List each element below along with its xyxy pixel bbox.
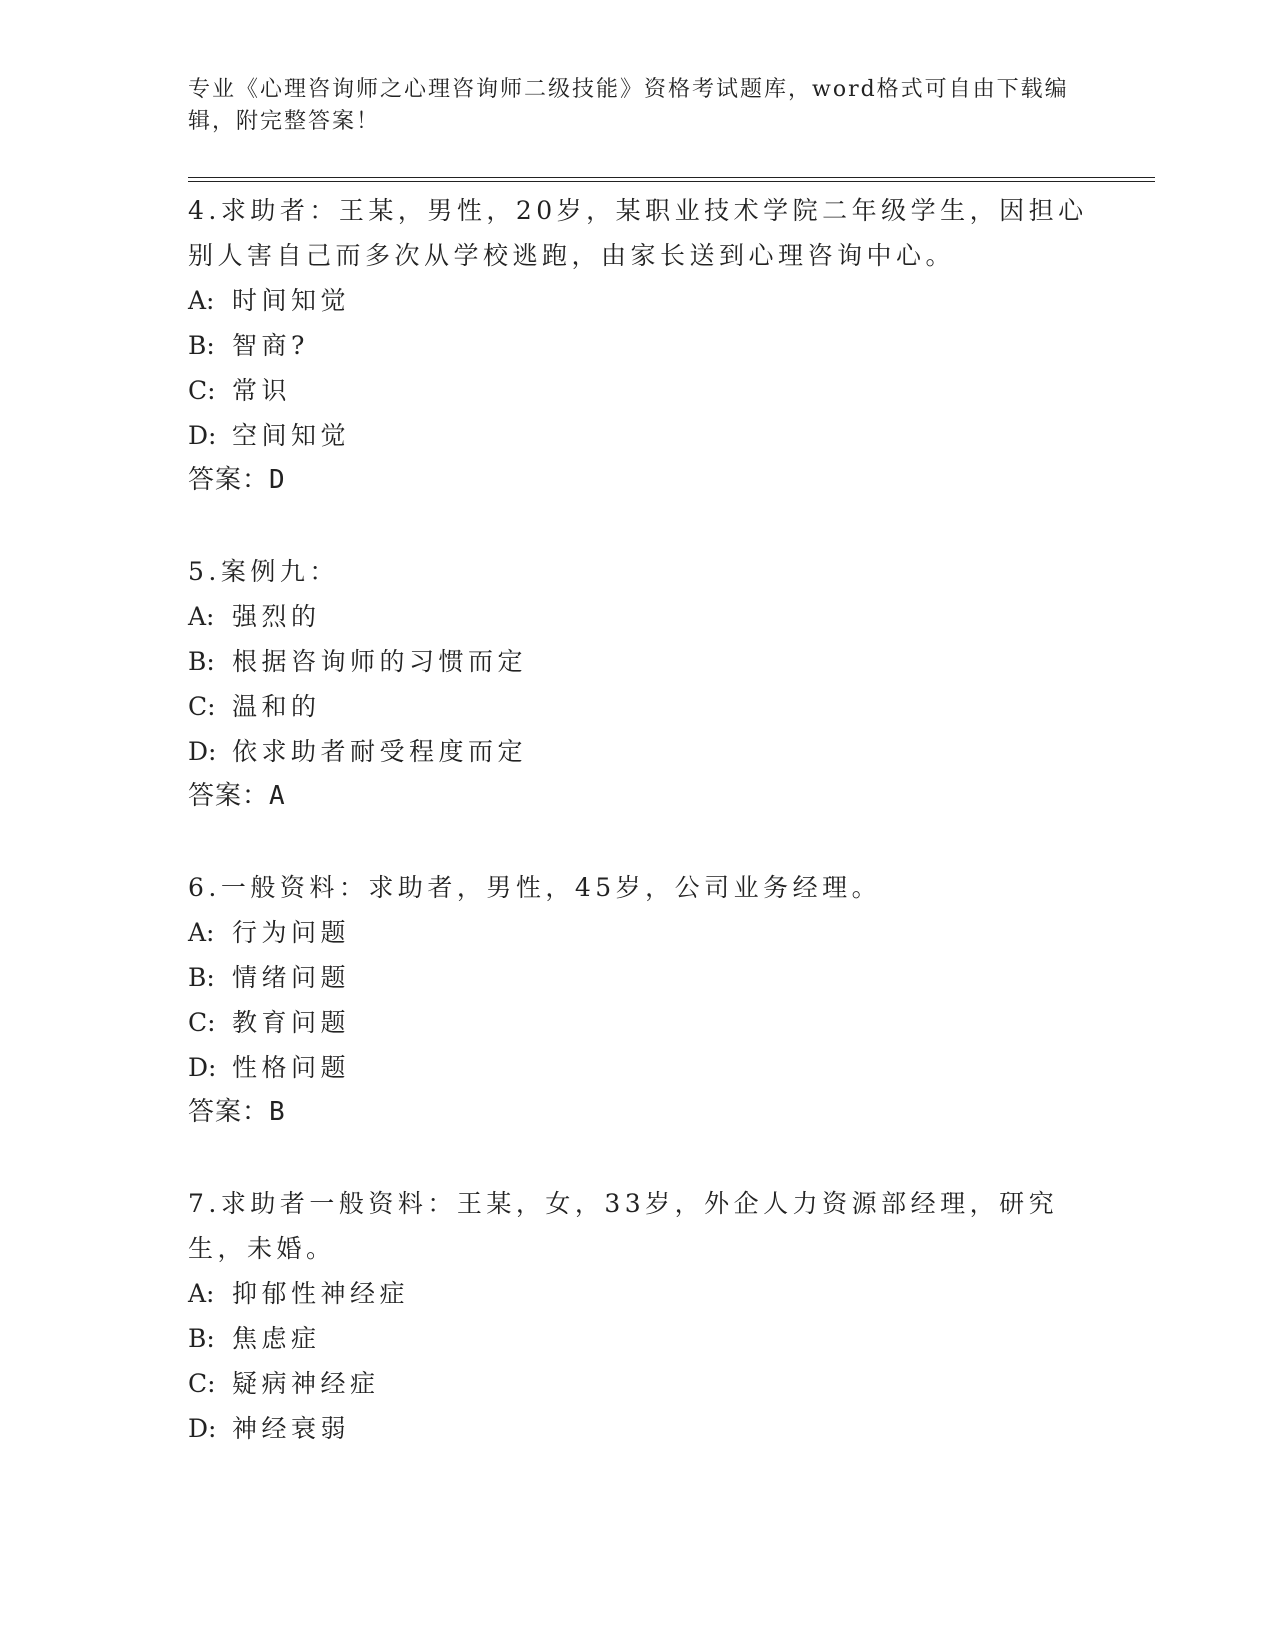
answer-line: 答案：D bbox=[188, 465, 286, 495]
option-text: 情绪问题 bbox=[232, 963, 351, 992]
option-key: C: bbox=[188, 692, 216, 721]
option-key: C: bbox=[188, 1008, 216, 1037]
option-text: 焦虑症 bbox=[232, 1324, 321, 1353]
option-text: 智商? bbox=[232, 331, 309, 360]
option-key: D: bbox=[188, 1053, 217, 1082]
question-4 bbox=[188, 188, 1088, 503]
option-c bbox=[188, 368, 1088, 413]
option-text: 神经衰弱 bbox=[232, 1414, 351, 1443]
option-key: A: bbox=[188, 1279, 215, 1308]
answer-line: 答案：B bbox=[188, 1097, 286, 1127]
option-key: A: bbox=[188, 918, 215, 947]
question-5 bbox=[188, 549, 1088, 819]
option-b bbox=[188, 955, 1088, 1000]
option-key: C: bbox=[188, 1369, 216, 1398]
option-text: 温和的 bbox=[232, 692, 321, 721]
option-text: 时间知觉 bbox=[232, 286, 351, 315]
document-header bbox=[188, 74, 1088, 138]
option-c bbox=[188, 1000, 1088, 1045]
option-text: 性格问题 bbox=[232, 1053, 351, 1082]
option-key: D: bbox=[188, 421, 217, 450]
answer-line: 答案：A bbox=[188, 781, 286, 811]
option-key: A: bbox=[188, 286, 215, 315]
option-key: B: bbox=[188, 1324, 215, 1353]
option-d bbox=[188, 729, 1088, 774]
option-key: B: bbox=[188, 963, 215, 992]
option-d bbox=[188, 1045, 1088, 1090]
option-a bbox=[188, 910, 1088, 955]
option-key: C: bbox=[188, 376, 216, 405]
option-text: 常识 bbox=[232, 376, 292, 405]
option-b bbox=[188, 1316, 1088, 1361]
option-c bbox=[188, 1361, 1088, 1406]
option-key: A: bbox=[188, 602, 215, 631]
question-stem: 4.求助者：王某，男性，20岁，某职业技术学院二年级学生，因担心别人害自己而多次从学校逃跑，由家长送到心理咨询中心。 bbox=[188, 196, 1088, 270]
question-stem: 7.求助者一般资料：王某，女，33岁，外企人力资源部经理，研究生，未婚。 bbox=[188, 1189, 1059, 1263]
option-key: B: bbox=[188, 647, 215, 676]
option-text: 疑病神经症 bbox=[232, 1369, 380, 1398]
question-7 bbox=[188, 1181, 1088, 1451]
option-text: 根据咨询师的习惯而定 bbox=[232, 647, 528, 676]
question-stem: 5.案例九： bbox=[188, 557, 339, 586]
option-key: B: bbox=[188, 331, 215, 360]
option-d bbox=[188, 1406, 1088, 1451]
option-text: 抑郁性神经症 bbox=[232, 1279, 410, 1308]
question-list bbox=[188, 188, 1088, 1497]
option-b bbox=[188, 323, 1088, 368]
option-a bbox=[188, 594, 1088, 639]
header-double-rule bbox=[188, 177, 1155, 182]
question-stem: 6.一般资料：求助者，男性，45岁，公司业务经理。 bbox=[188, 873, 882, 902]
option-d bbox=[188, 413, 1088, 458]
option-key: D: bbox=[188, 737, 217, 766]
option-text: 强烈的 bbox=[232, 602, 321, 631]
option-key: D: bbox=[188, 1414, 217, 1443]
option-b bbox=[188, 639, 1088, 684]
option-text: 教育问题 bbox=[232, 1008, 351, 1037]
option-text: 依求助者耐受程度而定 bbox=[232, 737, 528, 766]
header-title: 专业《心理咨询师之心理咨询师二级技能》资格考试题库，word格式可自由下载编辑，附完整答案！ bbox=[188, 77, 1069, 134]
option-a bbox=[188, 1271, 1088, 1316]
option-text: 行为问题 bbox=[232, 918, 351, 947]
question-6 bbox=[188, 865, 1088, 1135]
option-text: 空间知觉 bbox=[232, 421, 351, 450]
option-a bbox=[188, 278, 1088, 323]
option-c bbox=[188, 684, 1088, 729]
